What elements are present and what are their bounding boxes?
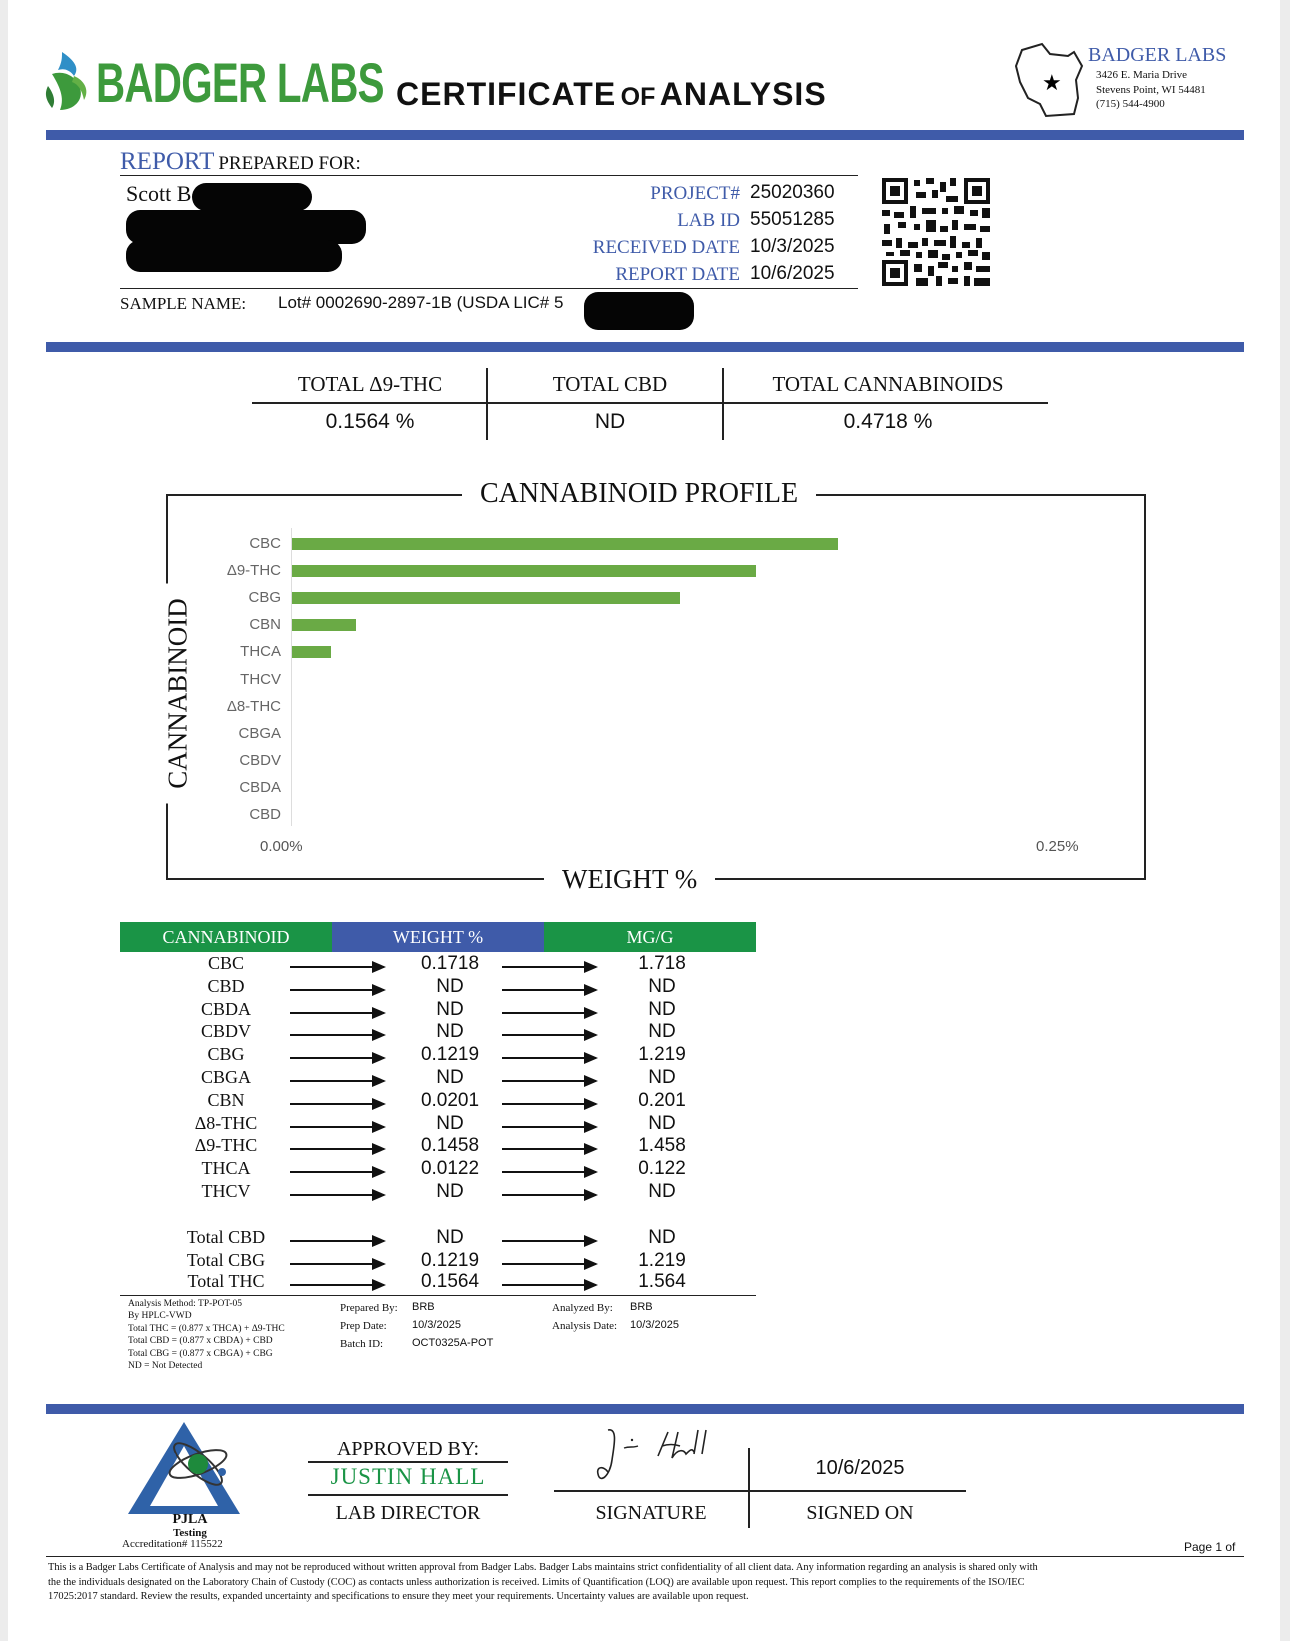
method-line: Analysis Method: TP-POT-05: [128, 1299, 243, 1309]
address-phone: (715) 544-4900: [1096, 98, 1165, 110]
chart-plot-area: [206, 528, 1106, 838]
report-field-labels: [568, 180, 740, 288]
row-cannabinoid: Total CBD: [186, 1227, 266, 1247]
redaction-4: [584, 292, 694, 330]
row-cannabinoid: THCA: [201, 1158, 251, 1179]
prepared-by-value: BRB: [412, 1301, 435, 1313]
row-mgg: 1.564: [638, 1271, 686, 1292]
header-divider: [46, 130, 1244, 140]
chart-bar: [292, 619, 356, 631]
sample-name-value: Lot# 0002690-2897-1B (USDA LIC# 5: [278, 293, 564, 312]
chart-ytick-label: CBDA: [239, 778, 281, 796]
row-mgg: 1.219: [638, 1250, 686, 1271]
footer-rule: [46, 1556, 1244, 1557]
approved-by-label: APPROVED BY:: [336, 1438, 480, 1460]
report-divider: [46, 342, 1244, 352]
chart-xtick-1: 0.25%: [1036, 838, 1079, 855]
title-certificate: CERTIFICATE: [396, 76, 617, 112]
prep-date-value: 10/3/2025: [412, 1319, 461, 1331]
client-name: Scott B: [126, 181, 192, 206]
redaction-2: [126, 210, 366, 244]
labid-label: LAB ID: [677, 210, 740, 231]
row-weight: ND: [436, 1227, 464, 1248]
row-cannabinoid: CBN: [207, 1089, 245, 1110]
approved-rule-1: [308, 1461, 508, 1463]
report-heading: [120, 148, 361, 176]
chart-title: CANNABINOID PROFILE: [462, 478, 816, 510]
method-line: Total THC = (0.877 x THCA) + Δ9-THC: [128, 1323, 285, 1334]
chart-bar: [292, 538, 838, 550]
chart-ytick-label: Δ8-THC: [226, 697, 281, 715]
footer-line: 17025:2017 standard. Review the results, expanded uncertainty and specifications to ensure they meet your requirements. Uncertainty values are available upon request.: [48, 1591, 749, 1602]
chart-xlabel: WEIGHT %: [544, 864, 715, 895]
report-word: REPORT: [120, 148, 215, 175]
approver-title: LAB DIRECTOR: [335, 1502, 481, 1524]
chart-ytick-label: Δ9-THC: [226, 562, 281, 580]
row-mgg: 0.201: [638, 1089, 686, 1111]
approval-divider: [46, 1404, 1244, 1414]
title-analysis: ANALYSIS: [659, 76, 827, 112]
row-weight: ND: [436, 1067, 464, 1088]
summary-thc-label: TOTAL Δ9-THC: [297, 372, 443, 396]
chart-bar: [292, 592, 680, 604]
summary-total-value: 0.4718 %: [843, 410, 933, 433]
footer-disclaimer: [48, 1561, 1248, 1605]
chart-ytick-label: CBDV: [239, 751, 281, 769]
row-mgg: ND: [648, 1181, 676, 1202]
badger-logo-icon: [44, 50, 94, 112]
address-company: BADGER LABS: [1088, 44, 1227, 66]
redaction-1: [192, 183, 312, 211]
method-line: Total CBG = (0.877 x CBGA) + CBG: [128, 1348, 273, 1359]
report-bottom-rule: [120, 288, 858, 289]
method-line: ND = Not Detected: [128, 1361, 203, 1372]
row-cannabinoid: CBDA: [200, 998, 251, 1019]
pjla-logo-icon: [126, 1420, 242, 1516]
report-field-values: [750, 179, 835, 287]
summary-cbd-label: TOTAL CBD: [552, 372, 668, 396]
row-weight: 0.0201: [420, 1089, 480, 1111]
row-weight: ND: [436, 975, 464, 997]
chart-bar: [292, 646, 331, 658]
row-cannabinoid: Total CBG: [186, 1250, 266, 1270]
prep-date-label: Prep Date:: [340, 1320, 387, 1332]
qr-code-icon: [880, 176, 992, 288]
analysis-labels: [552, 1299, 617, 1335]
approver-name: JUSTIN HALL: [330, 1464, 486, 1489]
chart-ytick-label: THCV: [240, 670, 281, 688]
wisconsin-map-icon: [1012, 38, 1094, 120]
pjla-text: PJLA: [172, 1512, 208, 1527]
row-mgg: 1.718: [638, 953, 686, 974]
reportdate-value: 10/6/2025: [750, 263, 835, 284]
received-value: 10/3/2025: [750, 236, 835, 257]
chart-ytick-label: CBD: [249, 806, 281, 823]
row-weight: ND: [436, 1181, 464, 1202]
row-weight: 0.1219: [420, 1044, 480, 1066]
table-bottom-rule: [120, 1295, 756, 1296]
analyzed-by-value: BRB: [630, 1301, 653, 1313]
batch-id-value: OCT0325A-POT: [412, 1337, 494, 1349]
prepared-by-label: Prepared By:: [340, 1302, 398, 1314]
row-cannabinoid: THCV: [201, 1181, 251, 1201]
sample-name-label: SAMPLE NAME:: [120, 294, 247, 313]
row-cannabinoid: Δ9-THC: [194, 1135, 258, 1156]
footer-line: the the individuals designated on the Laboratory Chain of Custody (COC) as contacts unless authorization is received. Limits of Quantification (LOQ) are available upon request. This report complies to the requirements of the ISO/IEC: [48, 1576, 1025, 1588]
method-line: By HPLC-VWD: [128, 1311, 192, 1322]
pjla-sub: Testing: [173, 1527, 207, 1539]
signature-label: SIGNATURE: [595, 1502, 707, 1524]
method-notes: [128, 1298, 285, 1372]
table-header-mgg: MG/G: [544, 922, 756, 952]
row-cannabinoid: CBC: [207, 953, 245, 973]
summary-total-label: TOTAL CANNABINOIDS: [772, 372, 1004, 396]
brand-name: BADGER LABS: [96, 51, 384, 114]
address-block: [1096, 68, 1206, 112]
signature-divider: [748, 1448, 750, 1528]
row-weight: ND: [436, 1021, 464, 1043]
document-title: [396, 76, 827, 113]
chart-ytick-label: CBG: [248, 589, 281, 607]
row-mgg: ND: [648, 1067, 676, 1088]
signed-on-label: SIGNED ON: [806, 1502, 914, 1524]
chart-ylabel: CANNABINOID: [163, 584, 194, 804]
signature-rule: [554, 1490, 966, 1492]
svg-text:★: ★: [1042, 71, 1062, 96]
chart-xtick-0: 0.00%: [260, 838, 303, 855]
reportdate-label: REPORT DATE: [615, 264, 740, 285]
approved-rule-2: [308, 1494, 508, 1496]
project-label: PROJECT#: [650, 183, 740, 204]
accreditation-number: Accreditation# 115522: [122, 1538, 223, 1550]
signed-date: 10/6/2025: [815, 1457, 905, 1479]
chart-ytick-label: CBGA: [238, 724, 281, 742]
summary-rule: [252, 402, 1048, 404]
prep-labels: [340, 1299, 398, 1353]
chart-ytick-label: CBN: [249, 616, 281, 634]
row-weight: ND: [436, 1112, 464, 1134]
received-label: RECEIVED DATE: [592, 237, 740, 258]
table-header-cannabinoid: CANNABINOID: [120, 922, 332, 952]
row-cannabinoid: CBDV: [200, 1021, 251, 1042]
table-header-weight: WEIGHT %: [332, 922, 544, 952]
row-cannabinoid: Total THC: [187, 1271, 265, 1291]
method-line: Total CBD = (0.877 x CBDA) + CBD: [128, 1336, 273, 1347]
prep-values: [412, 1298, 493, 1352]
row-mgg: ND: [648, 1227, 676, 1248]
row-mgg: 1.219: [638, 1044, 686, 1066]
chart-bar: [292, 565, 756, 577]
row-weight: 0.1564: [420, 1271, 480, 1292]
prepared-for-label: PREPARED FOR:: [218, 153, 361, 174]
report-heading-rule: [120, 175, 858, 176]
labid-value: 55051285: [750, 209, 835, 230]
page-number: Page 1 of: [1184, 1540, 1236, 1554]
row-cannabinoid: CBD: [207, 975, 245, 996]
row-mgg: ND: [648, 998, 676, 1020]
analysis-date-label: Analysis Date:: [552, 1320, 618, 1332]
analysis-values: [630, 1298, 679, 1334]
project-value: 25020360: [750, 182, 835, 203]
summary-cbd-value: ND: [594, 410, 626, 433]
analysis-date-value: 10/3/2025: [630, 1319, 679, 1331]
chart-ytick-label: CBC: [249, 535, 281, 552]
row-mgg: ND: [648, 1112, 676, 1134]
row-cannabinoid: CBG: [207, 1044, 245, 1065]
title-of: OF: [620, 83, 656, 111]
row-mgg: 1.458: [638, 1135, 686, 1157]
summary-thc-value: 0.1564 %: [325, 410, 415, 433]
row-mgg: ND: [648, 975, 676, 997]
row-weight: 0.1718: [420, 953, 480, 974]
row-mgg: ND: [648, 1021, 676, 1043]
row-mgg: 0.122: [638, 1158, 686, 1180]
redaction-3: [126, 240, 342, 272]
row-cannabinoid: CBGA: [200, 1067, 251, 1087]
row-weight: ND: [436, 998, 464, 1020]
footer-line: This is a Badger Labs Certificate of Analysis and may not be reproduced without written approval from Badger Labs. Badger Labs maintains strict confidentiality of all client data. Any information regarding an analysis is shared only with: [48, 1562, 1038, 1573]
row-weight: 0.1219: [420, 1250, 480, 1271]
analyzed-by-label: Analyzed By:: [552, 1302, 613, 1314]
signature-image: [594, 1426, 734, 1488]
chart-ytick-label: THCA: [240, 643, 281, 661]
row-cannabinoid: Δ8-THC: [194, 1112, 258, 1133]
address-city: Stevens Point, WI 54481: [1096, 83, 1206, 96]
address-street: 3426 E. Maria Drive: [1096, 69, 1188, 81]
row-weight: 0.1458: [420, 1135, 480, 1157]
row-weight: 0.0122: [420, 1158, 480, 1180]
batch-id-label: Batch ID:: [340, 1338, 384, 1350]
certificate-page: [8, 0, 1280, 1641]
